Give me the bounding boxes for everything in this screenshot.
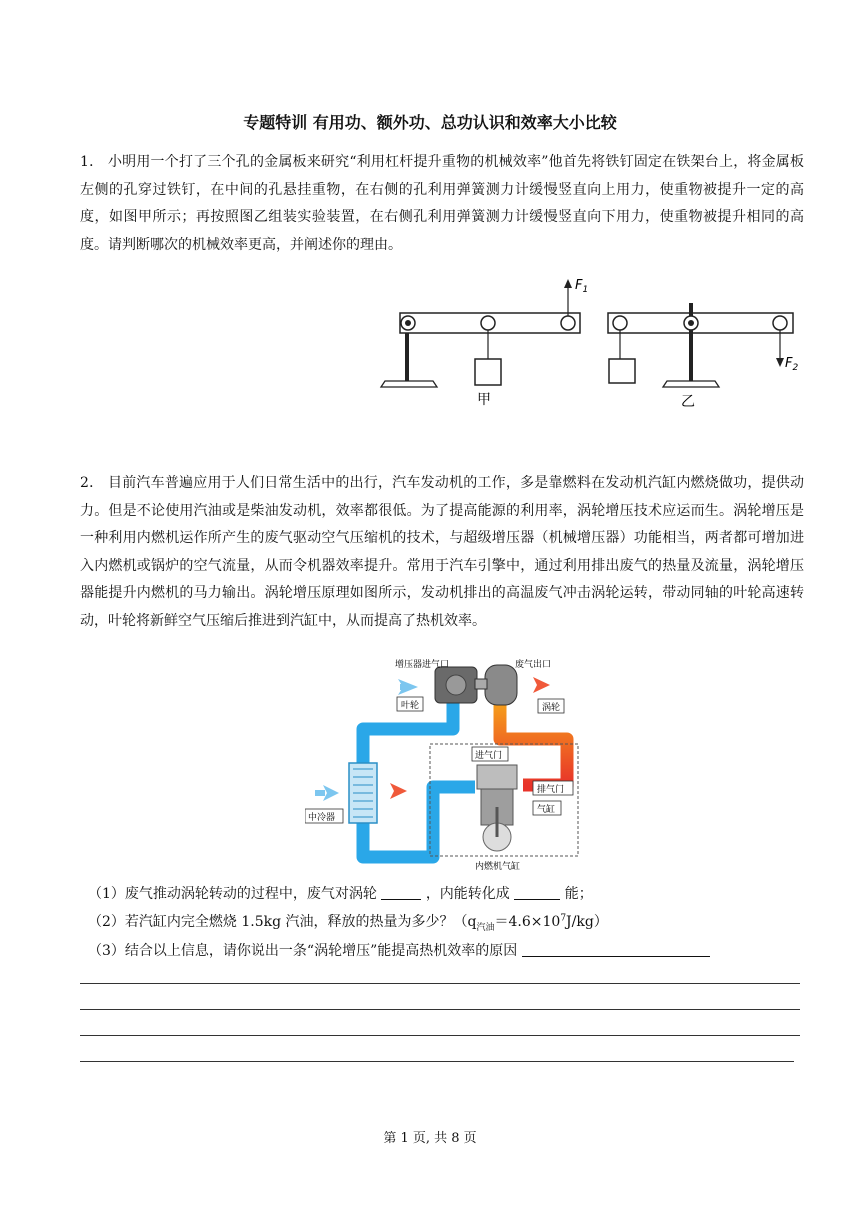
- question-2-text: 2． 目前汽车普遍应用于人们日常生活中的出行，汽车发动机的工作，多是靠燃料在发动机汽缸内燃烧做功，提供动力。但是不论使用汽油或是柴油发动机，效率都很低。为了提高能源的利用率，涡轮增压技术应运而生。涡轮增压是一种利用内燃机运作所产生的废气驱动空气压缩机的技术，与超级增压器（机械增压器）功能相当，两者都可增加进入内燃机或锅炉的空气流量，从而令机器效率提升。常用于汽车引擎中，通过利用排出废气的热量及流量，涡轮增压器能提升内燃机的马力输出。涡轮增压原理如图所示，发动机排出的高温废气冲击涡轮运转，带动同轴的叶轮高速转动，叶轮将新鲜空气压缩后推进到汽缸中，从而提高了热机效率。: [80, 475, 804, 629]
- label-intercooler: 中冷器: [308, 813, 336, 823]
- question-1-text: 1． 小明用一个打了三个孔的金属板来研究“利用杠杆提升重物的机械效率”他首先将铁钉固定在铁架台上，将金属板左侧的孔穿过铁钉，在中间的孔悬挂重物，在右侧的孔利用弹簧测力计缓慢竖直向上用力，使重物被提升一定的高度，如图甲所示；再按照图乙组装实验装置，在右侧孔利用弹簧测力计缓慢竖直向下用力，使重物被提升相同的高度。请判断哪次的机械效率更高，并阐述你的理由。: [80, 154, 804, 253]
- answer-blank-3[interactable]: [522, 942, 710, 957]
- lever-figure: [375, 275, 805, 410]
- answer-blank-1[interactable]: [381, 885, 421, 900]
- turbocharger-diagram: [305, 657, 585, 872]
- force-f1-label: $F_1$: [575, 278, 589, 295]
- lever-setup-a: [381, 278, 588, 408]
- answer-line[interactable]: [80, 1035, 800, 1036]
- answer-blank-2[interactable]: [514, 885, 560, 900]
- label-turbine: 涡轮: [542, 703, 561, 713]
- figure-a-label: 甲: [477, 392, 491, 408]
- page-title: 专题特训 有用功、额外功、总功认识和效率大小比较: [243, 113, 617, 132]
- label-intake-valve: 进气门: [475, 751, 503, 761]
- label-exhaust: 废气出口: [515, 660, 552, 670]
- label-impeller: 叶轮: [401, 701, 420, 711]
- force-f2-label: $F_2$: [785, 356, 799, 373]
- label-exhaust-valve: 排气门: [537, 785, 565, 795]
- lever-setup-b: [608, 303, 798, 410]
- answer-line[interactable]: [80, 1009, 800, 1010]
- label-cylinder: 气缸: [537, 805, 556, 815]
- page-footer: 第 1 页, 共 8 页: [383, 1131, 477, 1146]
- label-intake: 增压器进气口: [395, 660, 450, 670]
- figure-b-label: 乙: [681, 394, 695, 410]
- sub-question-3: （3）结合以上信息，请你说出一条“涡轮增压”能提高热机效率的原因: [88, 940, 710, 960]
- sub-question-1: （1）废气推动涡轮转动的过程中，废气对涡轮 ，内能转化成 能；: [88, 886, 593, 902]
- answer-line[interactable]: [80, 983, 800, 984]
- answer-line[interactable]: [80, 1061, 794, 1062]
- sub-question-2: （2）若汽缸内完全燃烧 1.5kg 汽油，释放的热量为多少？$(q_{汽油}=4.6\times 10^7J/kg)$: [88, 913, 608, 933]
- label-engine: 内燃机气缸: [475, 862, 521, 872]
